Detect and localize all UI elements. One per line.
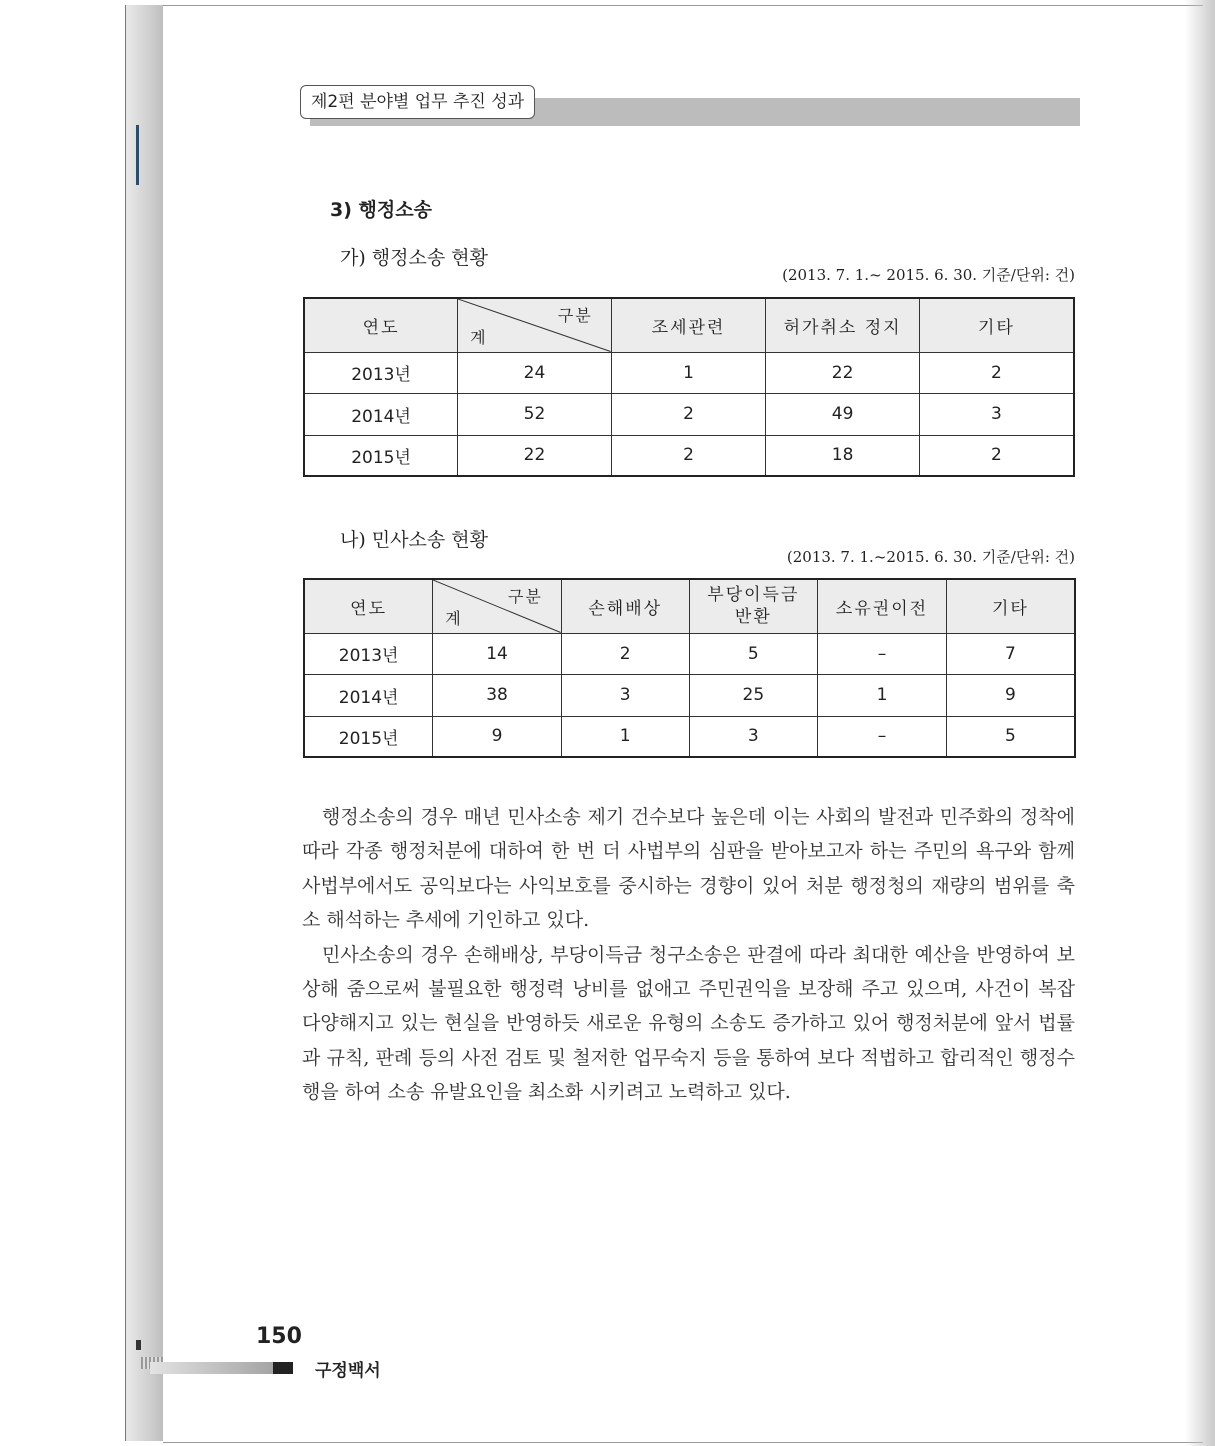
cell-value: 2 [561, 633, 689, 674]
header-col-line: 부당이득금 [707, 585, 800, 606]
book-spine [125, 5, 165, 1441]
table-row [304, 716, 1075, 757]
cell-value: 2 [611, 393, 766, 435]
cell-year: 2014년 [304, 393, 458, 435]
header-year: 연도 [304, 298, 458, 352]
header-col: 조세관련 [611, 298, 766, 352]
paragraph: 행정소송의 경우 매년 민사소송 제기 건수보다 높은데 이는 사회의 발전과 민주화의 정착에 따라 각종 행정처분에 대하여 한 번 더 사법부의 심판을 받아보고자 하는 주민의 욕구와 함께 사법부에서도 공익보다는 사익보호를 중시하는 경향이 있어 처분 행정청의 재량의 범위를 축소 해석하는 추세에 기인하고 있다. [302, 806, 1075, 932]
footer-block [273, 1362, 293, 1374]
cell-value: 2 [919, 435, 1074, 476]
cell-total: 52 [458, 393, 612, 435]
admin-litigation-table [303, 297, 1075, 477]
cell-total: 9 [433, 716, 562, 757]
cell-year: 2015년 [304, 435, 458, 476]
cell-value: 1 [818, 674, 947, 716]
civil-litigation-table [303, 578, 1076, 758]
header-col: 기타 [919, 298, 1074, 352]
cell-year: 2015년 [304, 716, 433, 757]
cell-value: 22 [766, 352, 920, 393]
cell-value: 2 [919, 352, 1074, 393]
header-col-line: 반환 [734, 607, 772, 628]
header-col: 허가취소 정지 [766, 298, 920, 352]
table-row [304, 633, 1075, 674]
cell-year: 2014년 [304, 674, 433, 716]
chapter-label: 제2편 분야별 업무 추진 성과 [300, 85, 535, 119]
cell-value: 25 [689, 674, 818, 716]
paragraph: 민사소송의 경우 손해배상, 부당이득금 청구소송은 판결에 따라 최대한 예산을 반영하여 보상해 줌으로써 불필요한 행정력 낭비를 없애고 주민권익을 보장해 주고 있으며, 사건이 복잡 다양해지고 있는 현실을 반영하듯 새로운 유형의 소송도 증가하고 있어 행정처분에 앞서 법률과 규칙, 판례 등의 사전 검토 및 철저한 업무숙지 등을 통하여 보다 적법하고 합리적인 행정수행을 하여 소송 유발요인을 최소화 시키려고 노력하고 있다. [302, 943, 1075, 1104]
cell-value: 2 [611, 435, 766, 476]
cell-value: 5 [946, 716, 1075, 757]
table-row [304, 352, 1074, 393]
page-number: 150 [256, 1324, 302, 1349]
cell-year: 2013년 [304, 352, 458, 393]
table1-title: 가) 행정소송 현황 [340, 247, 488, 269]
table2-note: (2013. 7. 1.~2015. 6. 30. 기준/단위: 건) [786, 548, 1075, 566]
cell-value: 3 [919, 393, 1074, 435]
cell-value: 5 [689, 633, 818, 674]
cell-value: 49 [766, 393, 920, 435]
header-col: 손해배상 [561, 579, 689, 633]
cell-value: 1 [611, 352, 766, 393]
cell-value: 7 [946, 633, 1075, 674]
header-year: 연도 [304, 579, 433, 633]
cell-total: 24 [458, 352, 612, 393]
header-col [689, 579, 818, 633]
spine-stripe [136, 125, 139, 185]
table-row [304, 435, 1074, 476]
cell-total: 14 [433, 633, 562, 674]
header-diagonal-cell [433, 579, 562, 633]
cell-total: 38 [433, 674, 562, 716]
table2-title: 나) 민사소송 현황 [340, 529, 488, 551]
diag-bottom-label: 계 [445, 608, 463, 628]
cell-value: – [818, 633, 947, 674]
book-title: 구정백서 [315, 1361, 381, 1381]
table-header-row [304, 298, 1074, 352]
header-col: 기타 [946, 579, 1075, 633]
spine-mark [136, 1340, 141, 1350]
table-row [304, 674, 1075, 716]
header-diagonal-cell [458, 298, 612, 352]
body-text [302, 800, 1075, 1110]
page-edge-shadow [1185, 0, 1215, 1446]
footer-bar [150, 1362, 293, 1374]
cell-value: 3 [561, 674, 689, 716]
cell-value: 1 [561, 716, 689, 757]
cell-value: 3 [689, 716, 818, 757]
cell-value: 9 [946, 674, 1075, 716]
cell-year: 2013년 [304, 633, 433, 674]
diag-top-label: 구분 [557, 306, 593, 325]
diag-bottom-label: 계 [470, 327, 488, 347]
diag-top-label: 구분 [507, 587, 543, 606]
cell-total: 22 [458, 435, 612, 476]
section-title: 3) 행정소송 [330, 199, 432, 221]
header-col: 소유권이전 [818, 579, 947, 633]
table1-note: (2013. 7. 1.~ 2015. 6. 30. 기준/단위: 건) [782, 266, 1075, 284]
table-header-row [304, 579, 1075, 633]
cell-value: – [818, 716, 947, 757]
table-row [304, 393, 1074, 435]
cell-value: 18 [766, 435, 920, 476]
